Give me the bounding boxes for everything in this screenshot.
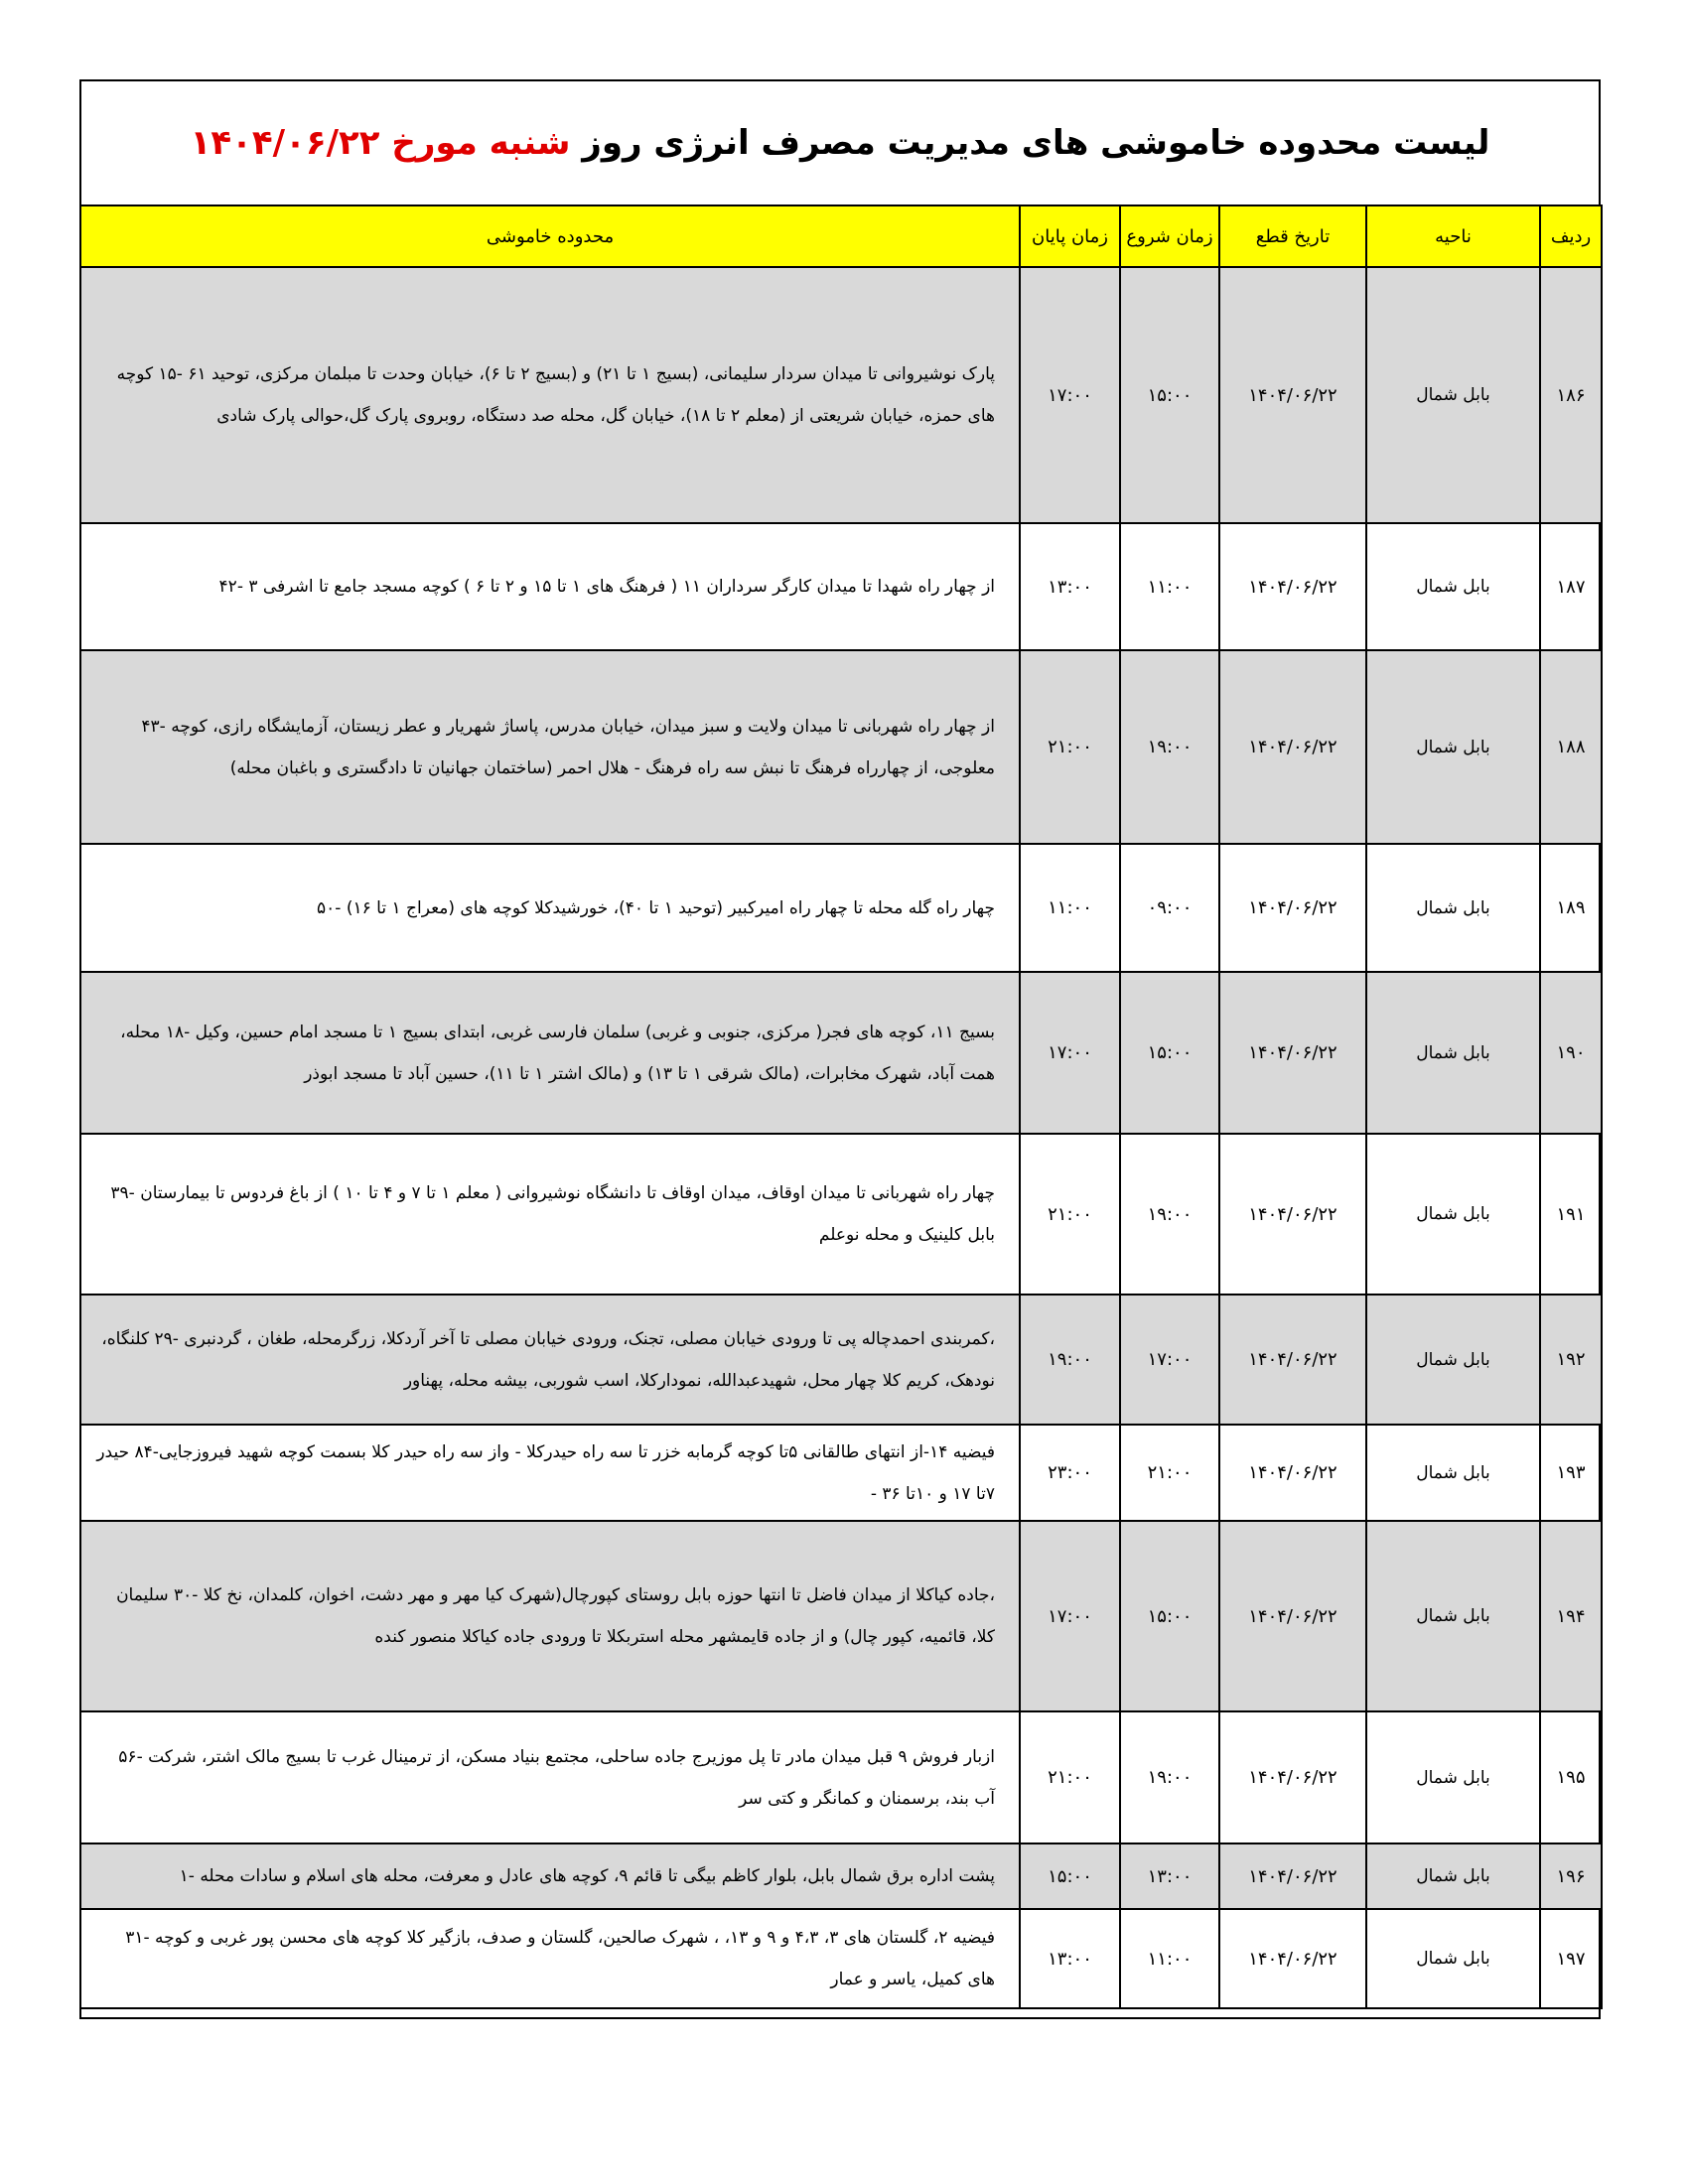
outage-region-cell: فیضیه ۱۴-از انتهای طالقانی ۵تا کوچه گرمابه خزر تا سه راه حیدرکلا - واز سه راه حیدر کلا بسمت کوچه شهید فیروزجایی-۸۴ حیدر ۷تا ۱۷ و ۱۰تا ۳۶ -: [80, 1425, 1020, 1521]
date-cell: ۱۴۰۴/۰۶/۲۲: [1219, 650, 1366, 844]
start-time-cell: ۱۵:۰۰: [1120, 972, 1219, 1134]
row-number-cell: ۱۸۹: [1540, 844, 1602, 972]
table-row: [80, 1134, 1602, 1295]
table-row: [80, 1909, 1602, 2008]
col-header-date: تاریخ قطع: [1219, 205, 1366, 267]
area-cell: بابل شمال: [1366, 523, 1540, 650]
area-cell: بابل شمال: [1366, 1843, 1540, 1909]
title-box: [81, 81, 1599, 205]
title-date: ۱۴۰۴/۰۶/۲۲: [190, 123, 380, 163]
table-row: [80, 844, 1602, 972]
start-time-cell: ۱۱:۰۰: [1120, 1909, 1219, 2008]
col-header-end-time: زمان پایان: [1020, 205, 1120, 267]
area-cell: بابل شمال: [1366, 1521, 1540, 1711]
table-row: [80, 1521, 1602, 1711]
date-cell: ۱۴۰۴/۰۶/۲۲: [1219, 1909, 1366, 2008]
end-time-cell: ۱۷:۰۰: [1020, 267, 1120, 523]
row-number-cell: ۱۹۳: [1540, 1425, 1602, 1521]
row-number-cell: ۱۹۵: [1540, 1711, 1602, 1843]
date-cell: ۱۴۰۴/۰۶/۲۲: [1219, 1425, 1366, 1521]
table-row: [80, 1295, 1602, 1425]
end-time-cell: ۱۷:۰۰: [1020, 972, 1120, 1134]
outage-region-cell: پارک نوشیروانی تا میدان سردار سلیمانی، (بسیج ۱ تا ۲۱) و (بسیج ۲ تا ۶)، خیابان وحدت تا مبلمان مرکزی، توحید ۶۱ -۱۵ کوچه های حمزه، خیابان شریعتی از (معلم ۲ تا ۱۸)، خیابان گل، محله صد دستگاه، روبروی پارک گل،حوالی پارک شادی: [80, 267, 1020, 523]
outage-region-cell: چهار راه گله محله تا چهار راه امیرکبیر (توحید ۱ تا ۴۰)، خورشیدکلا کوچه های (معراج ۱ تا ۱۶) -۵۰: [80, 844, 1020, 972]
col-header-outage-region: محدوده خاموشی: [80, 205, 1020, 267]
start-time-cell: ۰۹:۰۰: [1120, 844, 1219, 972]
row-number-cell: ۱۹۱: [1540, 1134, 1602, 1295]
end-time-cell: ۱۱:۰۰: [1020, 844, 1120, 972]
area-cell: بابل شمال: [1366, 844, 1540, 972]
outage-schedule-sheet: [79, 79, 1601, 2019]
title-main: لیست محدوده خاموشی های مدیریت مصرف انرژی روز: [582, 123, 1490, 163]
start-time-cell: ۱۵:۰۰: [1120, 1521, 1219, 1711]
end-time-cell: ۱۵:۰۰: [1020, 1843, 1120, 1909]
row-number-cell: ۱۸۶: [1540, 267, 1602, 523]
outage-region-cell: چهار راه شهربانی تا میدان اوقاف، میدان اوقاف تا دانشگاه نوشیروانی ( معلم ۱ تا ۷ و ۴ تا ۱۰ ) از باغ فردوس تا بیمارستان -۳۹ بابل کلینیک و محله نوعلم: [80, 1134, 1020, 1295]
table-row: [80, 267, 1602, 523]
start-time-cell: ۱۹:۰۰: [1120, 650, 1219, 844]
end-time-cell: ۲۱:۰۰: [1020, 1134, 1120, 1295]
area-cell: بابل شمال: [1366, 1425, 1540, 1521]
date-cell: ۱۴۰۴/۰۶/۲۲: [1219, 1711, 1366, 1843]
start-time-cell: ۱۱:۰۰: [1120, 523, 1219, 650]
date-cell: ۱۴۰۴/۰۶/۲۲: [1219, 1134, 1366, 1295]
col-header-start-time: زمان شروع: [1120, 205, 1219, 267]
start-time-cell: ۱۹:۰۰: [1120, 1711, 1219, 1843]
area-cell: بابل شمال: [1366, 1711, 1540, 1843]
page-title: [191, 123, 1490, 163]
row-number-cell: ۱۸۷: [1540, 523, 1602, 650]
date-cell: ۱۴۰۴/۰۶/۲۲: [1219, 267, 1366, 523]
outage-region-cell: ،جاده کیاکلا از میدان فاضل تا انتها حوزه بابل روستای کپورچال(شهرک کیا مهر و مهر دشت، اخوان، کلمدان، نخ کلا -۳۰ سلیمان کلا، قائمیه، کپور چال) و از جاده قایمشهر محله استربکلا تا ورودی جاده کیاکلا منصور کنده: [80, 1521, 1020, 1711]
table-row: [80, 650, 1602, 844]
row-number-cell: ۱۹۴: [1540, 1521, 1602, 1711]
end-time-cell: ۲۳:۰۰: [1020, 1425, 1120, 1521]
outage-region-cell: ،کمربندی احمدچاله پی تا ورودی خیابان مصلی، تجنک، ورودی خیابان مصلی تا آخر آردکلا، زرگرمحله، طغان ، گردنبری -۲۹ کلنگاه، نودهک، کریم کلا چهار محل، شهیدعبدالله، نمودارکلا، اسب شوربی، بیشه محله، پهناور: [80, 1295, 1020, 1425]
date-cell: ۱۴۰۴/۰۶/۲۲: [1219, 844, 1366, 972]
area-cell: بابل شمال: [1366, 650, 1540, 844]
table-row: [80, 972, 1602, 1134]
date-cell: ۱۴۰۴/۰۶/۲۲: [1219, 972, 1366, 1134]
area-cell: بابل شمال: [1366, 1295, 1540, 1425]
end-time-cell: ۲۱:۰۰: [1020, 1711, 1120, 1843]
row-number-cell: ۱۹۷: [1540, 1909, 1602, 2008]
area-cell: بابل شمال: [1366, 267, 1540, 523]
date-cell: ۱۴۰۴/۰۶/۲۲: [1219, 523, 1366, 650]
row-number-cell: ۱۸۸: [1540, 650, 1602, 844]
table-row: [80, 1711, 1602, 1843]
col-header-row-number: ردیف: [1540, 205, 1602, 267]
outage-table: [79, 205, 1603, 2009]
end-time-cell: ۱۹:۰۰: [1020, 1295, 1120, 1425]
start-time-cell: ۱۹:۰۰: [1120, 1134, 1219, 1295]
area-cell: بابل شمال: [1366, 1134, 1540, 1295]
row-number-cell: ۱۹۰: [1540, 972, 1602, 1134]
table-row: [80, 1843, 1602, 1909]
date-cell: ۱۴۰۴/۰۶/۲۲: [1219, 1843, 1366, 1909]
start-time-cell: ۱۵:۰۰: [1120, 267, 1219, 523]
end-time-cell: ۲۱:۰۰: [1020, 650, 1120, 844]
date-cell: ۱۴۰۴/۰۶/۲۲: [1219, 1521, 1366, 1711]
outage-region-cell: بسیج ۱۱، کوچه های فجر( مرکزی، جنوبی و غربی) سلمان فارسی غربی، ابتدای بسیج ۱ تا مسجد امام حسین، وکیل -۱۸ محله، همت آباد، شهرک مخابرات، (مالک شرقی ۱ تا ۱۳) و (مالک اشتر ۱ تا ۱۱)، حسین آباد تا مسجد ابوذر: [80, 972, 1020, 1134]
outage-region-cell: از چهار راه شهربانی تا میدان ولایت و سبز میدان، خیابان مدرس، پاساژ شهریار و عطر زیستان، آزمایشگاه رازی، کوچه -۴۳ معلوجی، از چهارراه فرهنگ تا نبش سه راه فرهنگ - هلال احمر (ساختمان جهانیان تا دادگستری و باغبان محله): [80, 650, 1020, 844]
area-cell: بابل شمال: [1366, 1909, 1540, 2008]
area-cell: بابل شمال: [1366, 972, 1540, 1134]
end-time-cell: ۱۳:۰۰: [1020, 523, 1120, 650]
title-day: شنبه مورخ: [391, 123, 571, 163]
date-cell: ۱۴۰۴/۰۶/۲۲: [1219, 1295, 1366, 1425]
outage-region-cell: از چهار راه شهدا تا میدان کارگر سرداران ۱۱ ( فرهنگ های ۱ تا ۱۵ و ۲ تا ۶ ) کوچه مسجد جامع تا اشرفی ۳ -۴۲: [80, 523, 1020, 650]
start-time-cell: ۱۳:۰۰: [1120, 1843, 1219, 1909]
row-number-cell: ۱۹۶: [1540, 1843, 1602, 1909]
end-time-cell: ۱۷:۰۰: [1020, 1521, 1120, 1711]
col-header-area: ناحیه: [1366, 205, 1540, 267]
start-time-cell: ۱۷:۰۰: [1120, 1295, 1219, 1425]
end-time-cell: ۱۳:۰۰: [1020, 1909, 1120, 2008]
outage-region-cell: پشت اداره برق شمال بابل، بلوار کاظم بیگی تا قائم ۹، کوچه های عادل و معرفت، محله های اسلام و سادات محله -۱: [80, 1843, 1020, 1909]
table-row: [80, 1425, 1602, 1521]
row-number-cell: ۱۹۲: [1540, 1295, 1602, 1425]
table-header-row: [80, 205, 1602, 267]
outage-region-cell: ازبار فروش ۹ قبل میدان مادر تا پل موزیرج جاده ساحلی، مجتمع بنیاد مسکن، از ترمینال غرب تا بسیج مالک اشتر، شرکت -۵۶ آب بند، برسمنان و کمانگر و کتی سر: [80, 1711, 1020, 1843]
start-time-cell: ۲۱:۰۰: [1120, 1425, 1219, 1521]
outage-region-cell: فیضیه ۲، گلستان های ۳، ۴،۳ و ۹ و ۱۳، ، شهرک صالحین، گلستان و صدف، بازگیر کلا کوچه های محسن پور غربی و کوچه -۳۱ های کمیل، یاسر و عمار: [80, 1909, 1020, 2008]
table-row: [80, 523, 1602, 650]
